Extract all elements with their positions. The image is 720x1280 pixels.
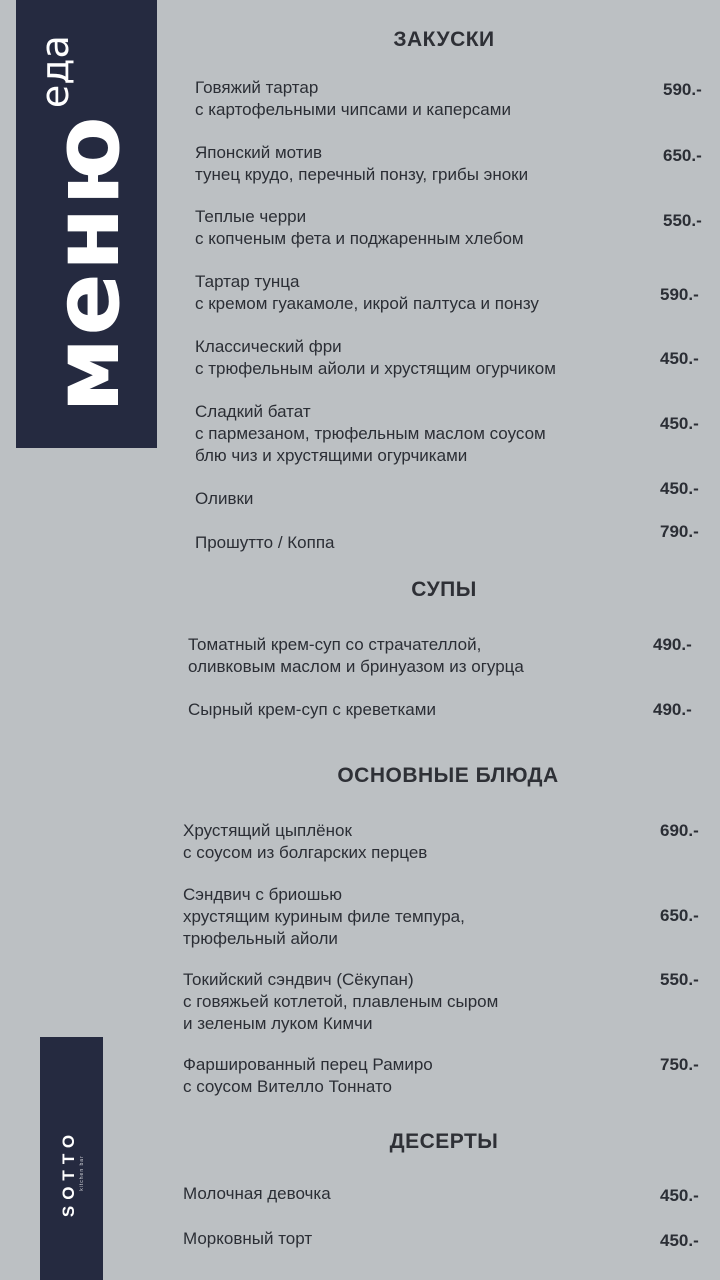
item-price: 550.-: [663, 211, 702, 230]
item-name: Оливки: [195, 489, 254, 508]
item-description: с копченым фета и поджаренным хлебом: [195, 229, 524, 248]
banner-text: [32, 35, 140, 413]
item-description: оливковым маслом и бринуазом из огурца: [188, 657, 524, 676]
menu-item: [195, 142, 528, 186]
item-name: Сладкий батат: [195, 402, 311, 421]
item-description: блю чиз и хрустящими огурчиками: [195, 446, 468, 465]
menu-item: [195, 271, 539, 315]
menu-item: [183, 820, 427, 864]
heading-appetizers: ЗАКУСКИ: [393, 28, 495, 51]
menu-item: [183, 969, 498, 1035]
menu-item: [183, 884, 465, 950]
item-name: Морковный торт: [183, 1229, 313, 1248]
logo-brand: SOTTO: [58, 1128, 78, 1218]
item-price: 590.-: [663, 80, 702, 99]
item-price: 790.-: [660, 522, 699, 541]
item-price: 450.-: [660, 1186, 699, 1205]
menu-item: [188, 699, 436, 721]
item-name: Тартар тунца: [195, 272, 300, 291]
item-description: с картофельными чипсами и каперсами: [195, 100, 511, 119]
item-description: и зеленым луком Кимчи: [183, 1014, 373, 1033]
item-price: 450.-: [660, 414, 699, 433]
menu-item: [183, 1054, 433, 1098]
item-name: Токийский сэндвич (Сёкупан): [183, 970, 414, 989]
item-description: с кремом гуакамоле, икрой палтуса и понзу: [195, 294, 539, 313]
logo-text: [59, 1129, 85, 1217]
item-price: 450.-: [660, 1231, 699, 1250]
menu-item: [183, 1228, 312, 1250]
item-price: 650.-: [663, 146, 702, 165]
item-description: тунец крудо, перечный понзу, грибы эноки: [195, 165, 529, 184]
item-name: Говяжий тартар: [195, 78, 319, 97]
menu-item: [188, 634, 524, 678]
menu-banner: [16, 0, 157, 448]
item-description: с соусом из болгарских перцев: [183, 843, 428, 862]
menu-item: [195, 401, 546, 467]
item-description: с говяжьей котлетой, плавленым сыром: [183, 992, 499, 1011]
item-price: 650.-: [660, 906, 699, 925]
item-price: 590.-: [660, 285, 699, 304]
item-name: Сырный крем-суп с креветками: [188, 700, 436, 719]
item-name: Фаршированный перец Рамиро: [183, 1055, 433, 1074]
banner-title: меню: [32, 114, 140, 413]
menu-item: [183, 1183, 331, 1205]
item-name: Молочная девочка: [183, 1184, 331, 1203]
item-description: с соусом Вителло Тоннато: [183, 1077, 392, 1096]
item-name: Хрустящий цыплёнок: [183, 821, 352, 840]
item-description: хрустящим куриным филе темпура,: [183, 907, 465, 926]
heading-mains: ОСНОВНЫЕ БЛЮДА: [337, 764, 559, 787]
item-price: 750.-: [660, 1055, 699, 1074]
sotto-logo: [40, 1037, 103, 1280]
item-price: 450.-: [660, 349, 699, 368]
item-name: Классический фри: [195, 337, 342, 356]
item-name: Японский мотив: [195, 143, 323, 162]
item-name: Прошутто / Коппа: [195, 533, 335, 552]
item-name: Теплые черри: [195, 207, 307, 226]
item-price: 550.-: [660, 970, 699, 989]
item-description: с трюфельным айоли и хрустящим огурчиком: [195, 359, 556, 378]
item-name: Томатный крем-суп со страчателлой,: [188, 635, 482, 654]
heading-soups: СУПЫ: [411, 578, 477, 601]
heading-desserts: ДЕСЕРТЫ: [389, 1130, 499, 1153]
item-name: Сэндвич с бриошью: [183, 885, 342, 904]
item-description: трюфельный айоли: [183, 929, 338, 948]
menu-item: [195, 206, 524, 250]
menu-item: [195, 77, 511, 121]
logo-tagline: kitchen bar: [78, 1155, 85, 1191]
banner-subtitle: еда: [32, 35, 77, 109]
menu-item: [195, 488, 253, 510]
item-price: 450.-: [660, 479, 699, 498]
item-description: с пармезаном, трюфельным маслом соусом: [195, 424, 546, 443]
menu-item: [195, 336, 556, 380]
item-price: 490.-: [653, 635, 692, 654]
item-price: 690.-: [660, 821, 699, 840]
menu-item: [195, 532, 335, 554]
item-price: 490.-: [653, 700, 692, 719]
